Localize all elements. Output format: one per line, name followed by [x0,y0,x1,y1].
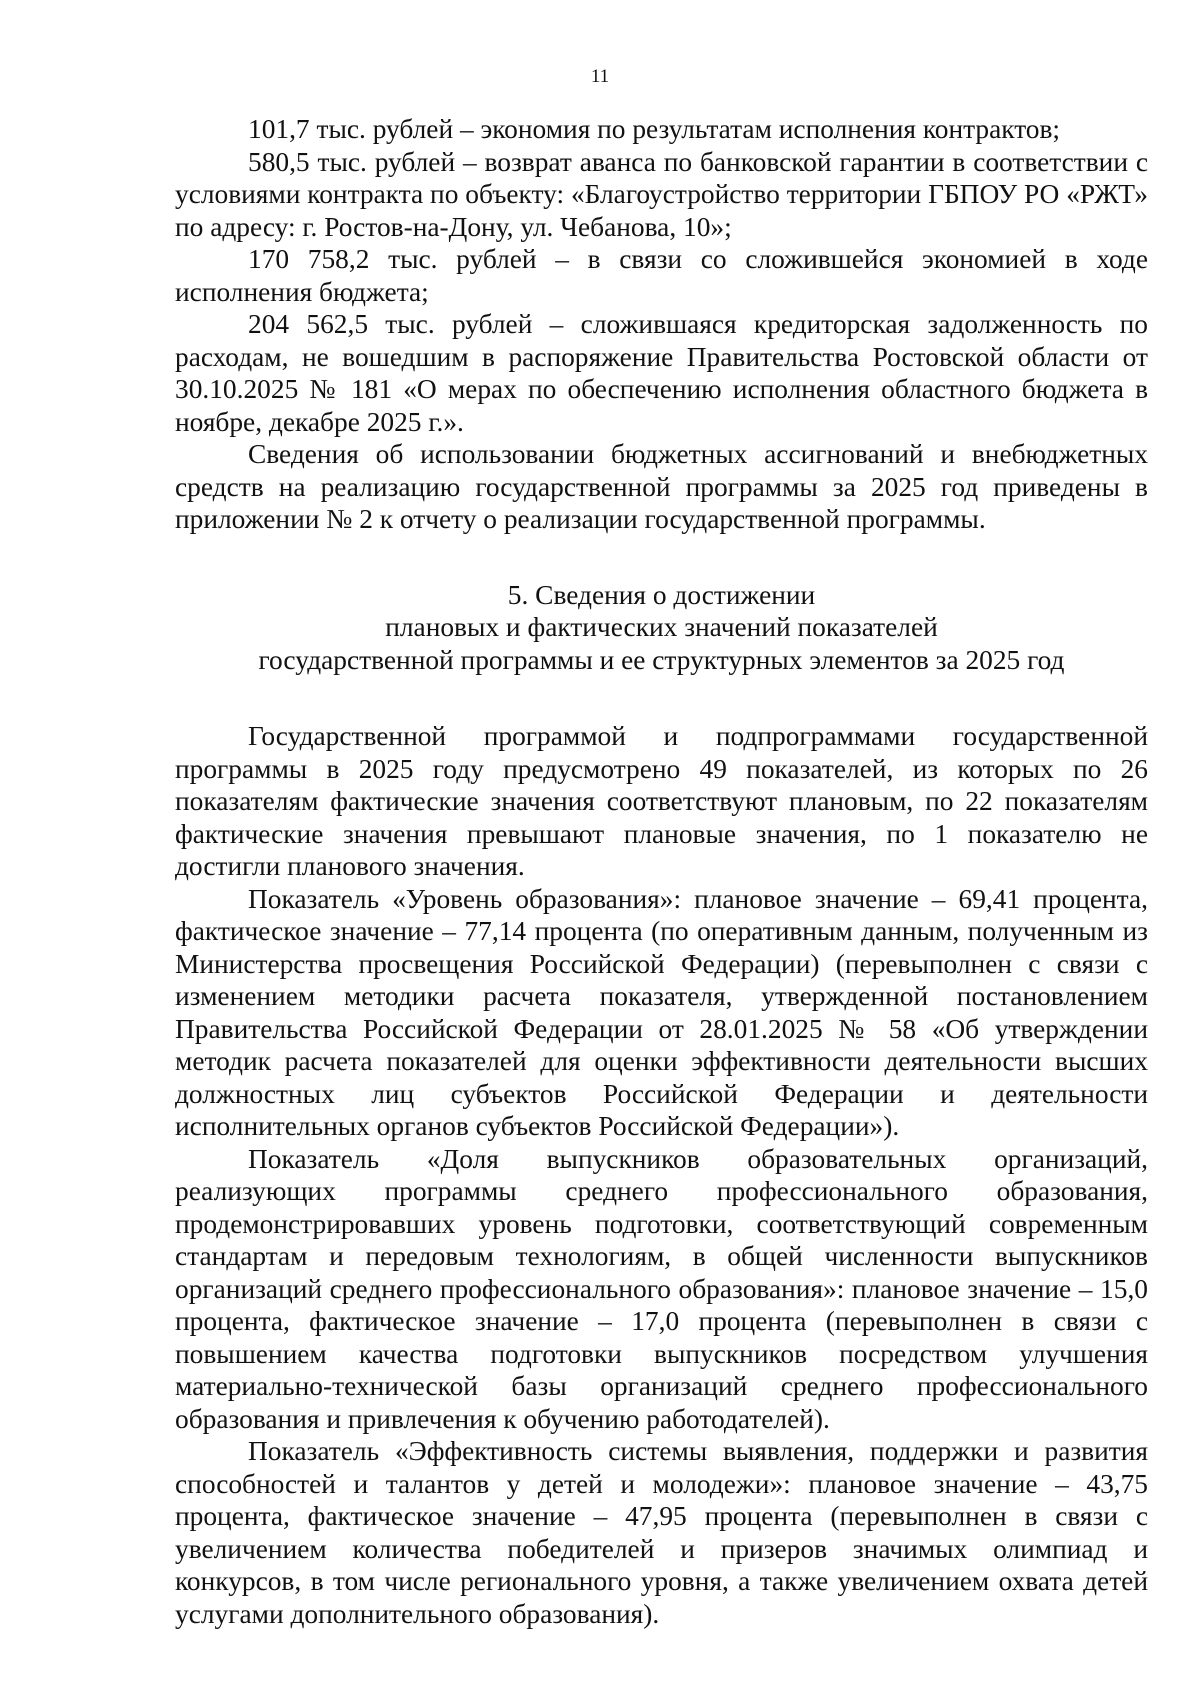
paragraph-graduates-share: Показатель «Доля выпускников образовательных организаций, реализующих программы среднего профессионального образования, продемонстрировавших уровень подготовки, соответствующий современным стандартам и передовым технологиям, в общей численности выпускников организаций среднего профессионального образования»: плановое значение – 15,0 процента, фактическое значение – 17,0 процента (перевыполнен в связи с повышением качества подготовки выпускников посредством улучшения материально-технической базы организаций среднего профессионального образования и привлечения к обучению работодателей). [175,1143,1148,1434]
paragraph-talent-system: Показатель «Эффективность системы выявления, поддержки и развития способностей и талантов у детей и молодежи»: плановое значение – 43,75 процента, фактическое значение – 47,95 процента (перевыполнен в связи с увеличением количества победителей и призеров значимых олимпиад и конкурсов, в том числе регионального уровня, а также увеличением охвата детей услугами дополнительного образования). [175,1436,1148,1629]
paragraph-indicators-summary: Государственной программой и подпрограммами государственной программы в 2025 году предусмотрено 49 показателей, из которых по 26 показателям фактические значения соответствуют плановым, по 22 показателям фактические значения превышают плановые значения, по 1 показателю не достигли планового значения. [175,721,1148,881]
paragraph-advance-refund: 580,5 тыс. рублей – возврат аванса по банковской гарантии в соответствии с условиями контракта по объекту: «Благоустройство территории ГБПОУ РО «РЖТ» по адресу: г. Ростов-на-Дону, ул. Чебанова, 10»; [175,146,1148,242]
document-body [175,113,1148,1630]
paragraph-appendix-reference: Сведения об использовании бюджетных ассигнований и внебюджетных средств на реализацию государственной программы за 2025 год приведены в приложении № 2 к отчету о реализации государственной программы. [175,439,1148,534]
paragraph-savings-contracts: 101,7 тыс. рублей – экономия по результатам исполнения контрактов; [248,114,1061,144]
section-heading [175,579,1148,677]
paragraph-creditor-debt: 204 562,5 тыс. рублей – сложившаяся кредиторская задолженность по расходам, не вошедшим в распоряжение Правительства Ростовской области от 30.10.2025 № 181 «О мерах по обеспечению исполнения областного бюджета в ноябре, декабре 2025 г.». [175,309,1148,437]
section-heading-line-3: государственной программы и ее структурных элементов за 2025 год [258,644,1065,675]
paragraph-education-level: Показатель «Уровень образования»: плановое значение – 69,41 процента, фактическое значение – 77,14 процента (по оперативным данным, полученным из Министерства просвещения Российской Федерации) (перевыполнен с связи с изменением методики расчета показателя, утвержденной постановлением Правительства Российской Федерации от 28.01.2025 № 58 «Об утверждении методик расчета показателей для оценки эффективности деятельности высших должностных лиц субъектов Российской Федерации и деятельности исполнительных органов субъектов Российской Федерации»). [175,883,1148,1141]
section-heading-line-2: плановых и фактических значений показателей [385,612,938,642]
paragraph-budget-savings: 170 758,2 тыс. рублей – в связи со сложившейся экономией в ходе исполнения бюджета; [175,244,1148,307]
section-heading-line-1: 5. Сведения о достижении [507,579,816,610]
page-number: 11 [590,66,610,87]
